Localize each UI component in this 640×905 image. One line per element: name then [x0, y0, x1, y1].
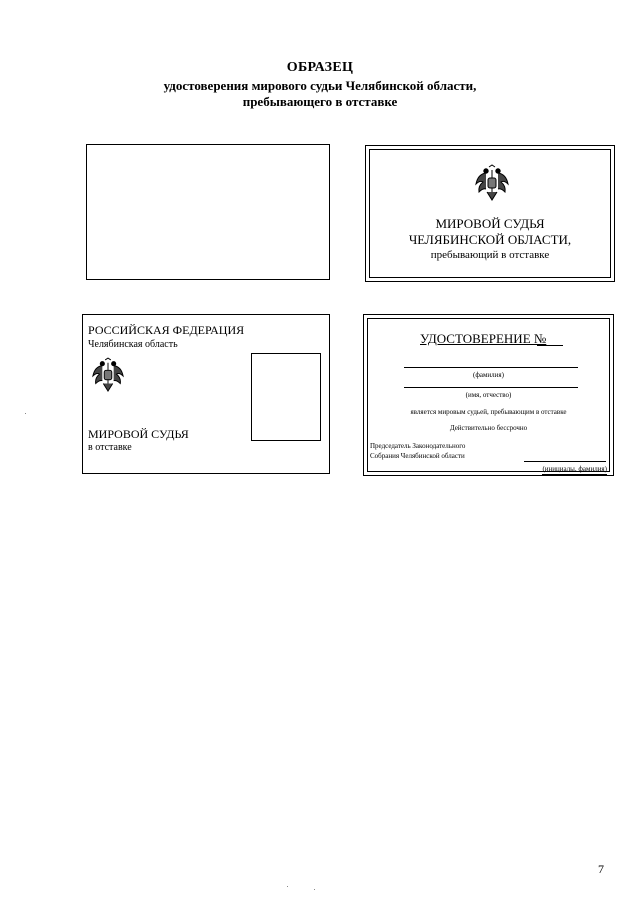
signer-line-1: Председатель Законодательного	[370, 442, 466, 450]
signature-caption: (инициалы, фамилия)	[542, 465, 607, 473]
title-line-2: удостоверения мирового судьи Челябинской области,	[163, 78, 477, 93]
surname-line	[404, 367, 578, 368]
cover-title-line-1: МИРОВОЙ СУДЬЯ	[435, 216, 545, 231]
card-right-page	[363, 314, 614, 476]
country-heading: РОССИЙСКАЯ ФЕДЕРАЦИЯ	[88, 323, 245, 337]
name-caption: (имя, отчество)	[465, 391, 512, 399]
scan-speck	[314, 889, 315, 890]
scan-speck	[287, 886, 288, 887]
name-line	[404, 387, 578, 388]
certificate-title: УДОСТОВЕРЕНИЕ №	[420, 331, 547, 346]
card-left-page	[82, 314, 330, 474]
card-back-cover	[86, 144, 330, 280]
cover-title-line-2: ЧЕЛЯБИНСКОЙ ОБЛАСТИ,	[408, 232, 572, 247]
card-front-cover	[365, 145, 615, 282]
eagle-emblem-icon	[474, 164, 510, 204]
status-text: является мировым судьей, пребывающим в отставке	[410, 408, 567, 416]
photo-placeholder	[251, 353, 321, 441]
signature-line	[524, 461, 606, 462]
cover-title-line-3: пребывающий в отставке	[430, 249, 550, 261]
judge-title: МИРОВОЙ СУДЬЯ	[88, 427, 189, 441]
title-line-3: пребывающего в отставке	[242, 94, 398, 109]
certificate-number-line	[537, 345, 563, 346]
eagle-emblem-icon	[91, 357, 125, 395]
region-label: Челябинская область	[88, 339, 178, 350]
retired-label: в отставке	[88, 442, 132, 453]
surname-caption: (фамилия)	[473, 371, 504, 379]
scan-speck	[25, 413, 26, 414]
signer-line-2: Собрания Челябинской области	[370, 452, 465, 460]
page-number: 7	[598, 862, 604, 876]
title-heading: ОБРАЗЕЦ	[286, 60, 354, 75]
document-title	[0, 60, 640, 110]
validity-text: Действительно бессрочно	[449, 424, 528, 432]
